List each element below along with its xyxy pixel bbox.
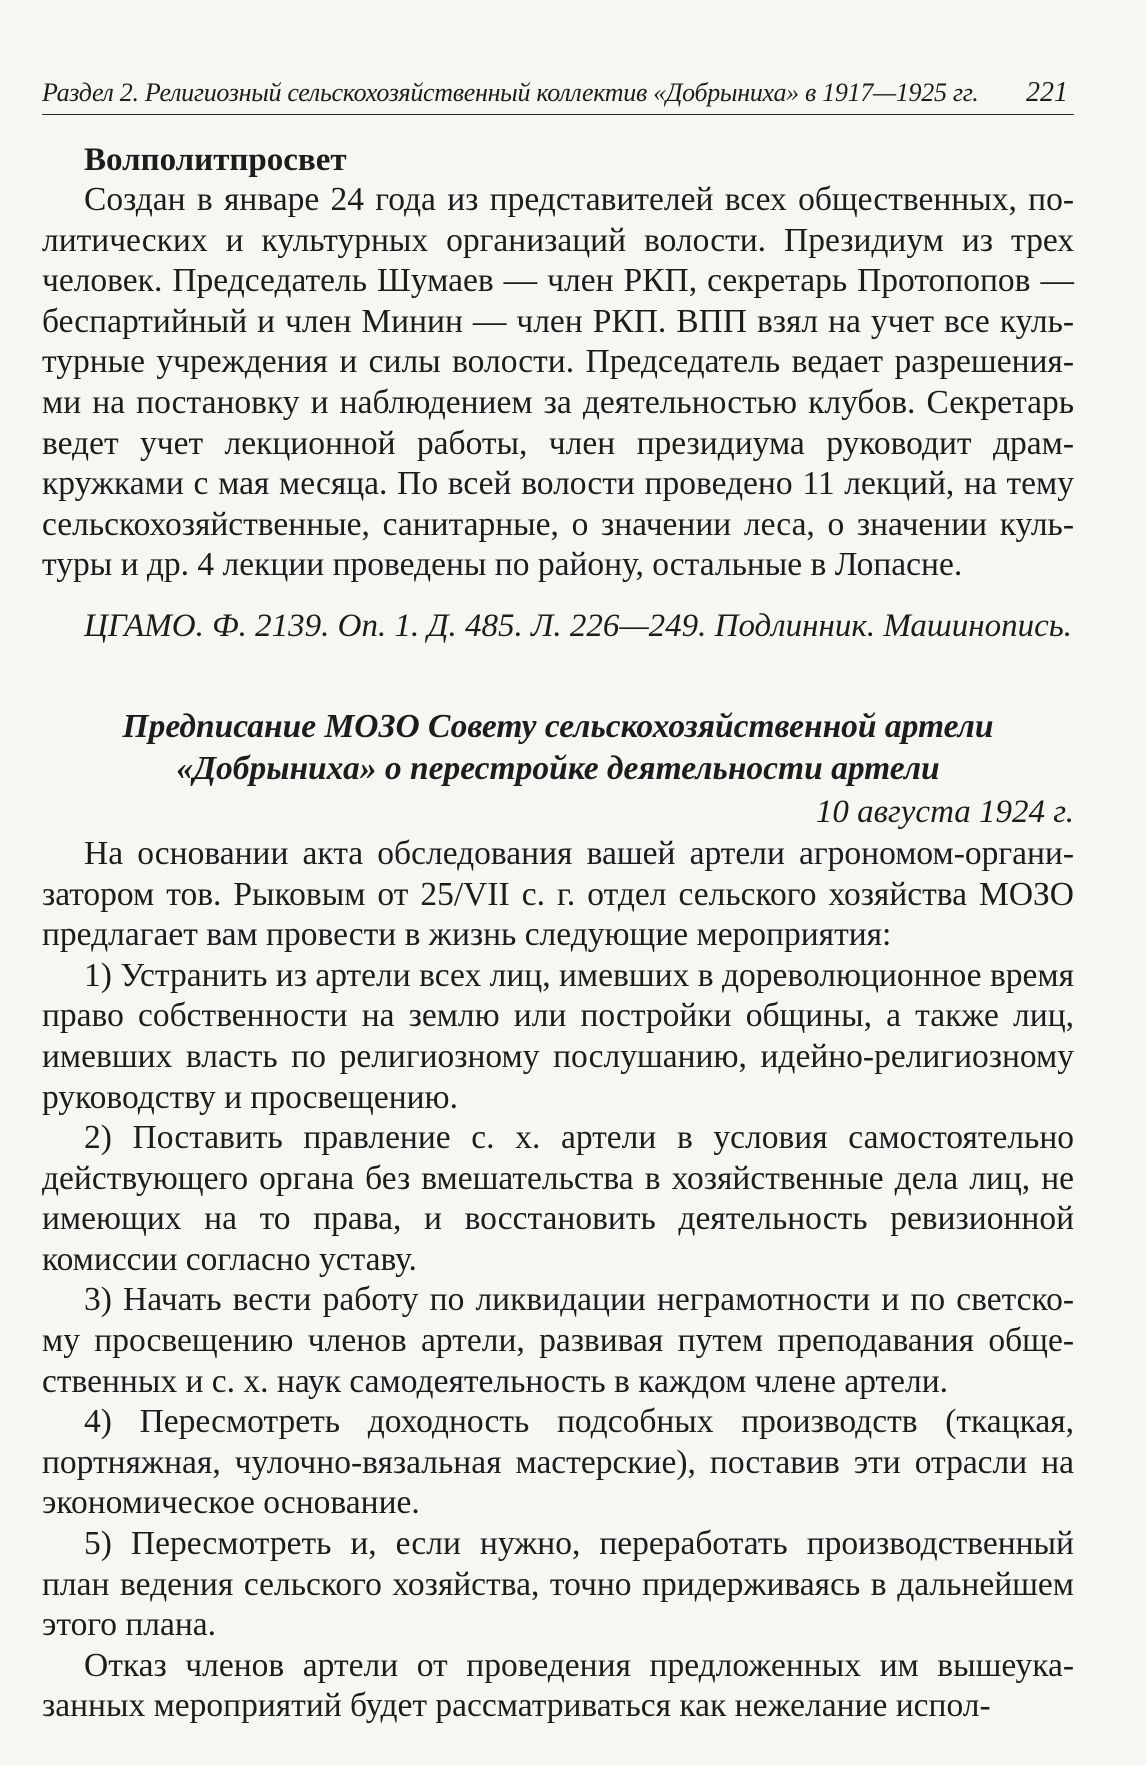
document-intro: На основании акта обследования вашей артели агрономом-организатором тов. Рыковым от 25/VII с. г. отдел сельского хозяйства МОЗО предлагает вам провести в жизнь следующие мероприятия:: [42, 834, 1074, 954]
page-number: 221: [1026, 77, 1068, 108]
document-closing: Отказ членов артели от проведения предложенных им вышеуказанных мероприятий будет рассматриваться как нежелание испол-: [42, 1646, 1074, 1725]
document-item-2: 2) Поставить правление с. х. артели в условия самостоятельно действующего органа без вмешательства в хозяйственные дела лиц, не имеющих на то права, и восстановить деятельность ревизионной комиссии согласно уставу.: [42, 1119, 1074, 1278]
section-paragraph: Создан в январе 24 года из представителей всех общественных, политических и культурных организаций волости. Президиум из трех человек. Председатель Шумаев — член РКП, секретарь Протопопов — беспартийный и член Минин — член РКП. ВПП взял на учет все культурные учреждения и силы волости. Председатель ведает разрешениями на постановку и наблюдением за деятельностью клубов. Секретарь ведет учет лекционной работы, член президиума руководит драмкружками с мая месяца. По всей волости проведено 11 лекций, на тему сельскохозяйственные, санитарные, о значении леса, о значении культуры и др. 4 лекции проведены по району, остальные в Лопасне.: [42, 181, 1074, 584]
document-date: 10 августа 1924 г.: [815, 793, 1074, 830]
document-item-5: 5) Пересмотреть и, если нужно, переработать производственный план ведения сельского хозяйства, точно придерживаясь в дальнейшем этого плана.: [42, 1525, 1074, 1644]
document-heading: Предписание МОЗО Совету сельскохозяйственной артели «Добрыниха» о перестройке деятельности артели: [122, 707, 994, 787]
document-item-1: 1) Устранить из артели всех лиц, имевших в дореволюционное время право собственности на землю или постройки общины, а также лиц, имевших власть по религиозному послушанию, идейно-религиозному руководству и просвещению.: [42, 956, 1074, 1116]
book-page: [42, 72, 1074, 1727]
running-head-title: Раздел 2. Религиозный сельскохозяйственный коллектив «Добрыниха» в 1917—1925 гг.: [42, 78, 979, 107]
document-item-4: 4) Пересмотреть доходность подсобных производств (ткацкая, портняжная, чулочно-вязальная мастерские), поставив эти отрасли на экономическое основание.: [42, 1403, 1074, 1522]
running-head: [42, 72, 1074, 115]
section-title: Волполитпросвет: [84, 142, 347, 178]
archive-source-citation: ЦГАМО. Ф. 2139. Оп. 1. Д. 485. Л. 226—249. Подлинник. Машинопись.: [84, 607, 1073, 644]
document-item-3: 3) Начать вести работу по ликвидации неграмотности и по светскому просвещению членов артели, развивая путем преподавания общественных и с. х. наук самодеятельность в каждом члене артели.: [42, 1281, 1074, 1400]
